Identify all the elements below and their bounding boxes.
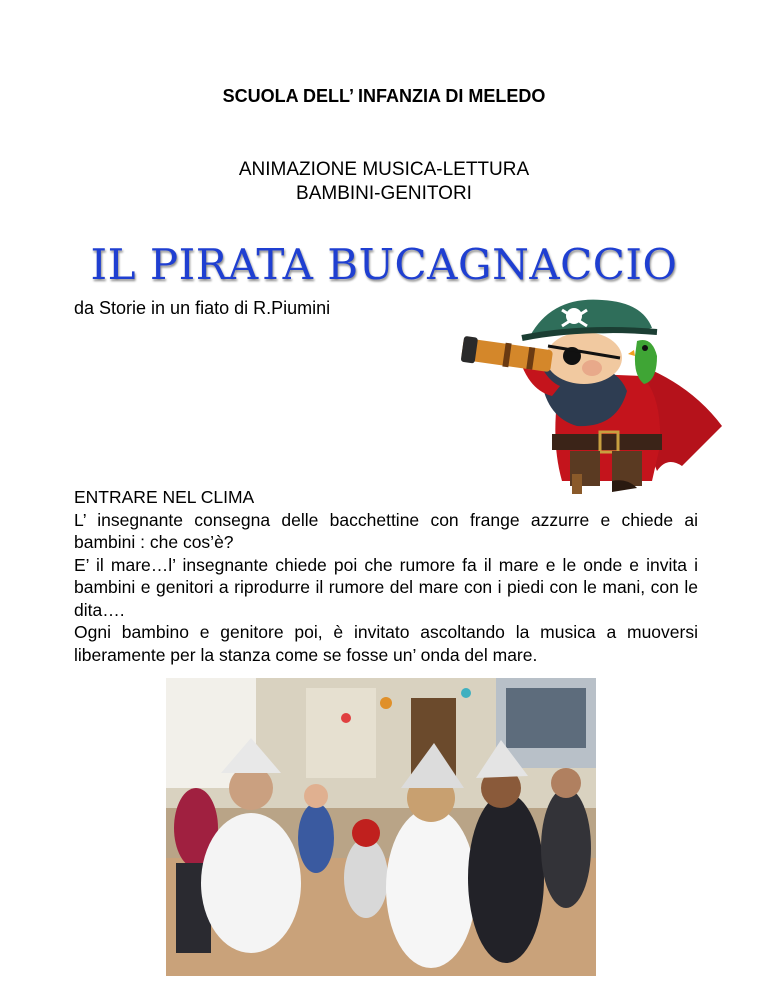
story-credit: da Storie in un fiato di R.Piumini (74, 298, 331, 318)
section-heading: ENTRARE NEL CLIMA (74, 487, 255, 507)
school-name: SCUOLA DELL’ INFANZIA DI MELEDO (222, 86, 546, 106)
pirate-illustration (452, 296, 732, 496)
paragraph-3: Ogni bambino e genitore poi, è invitato ascoltando la musica a muoversi liberamente per la stanza come se fosse un’ onda del mare. (74, 622, 698, 665)
classroom-photo (166, 678, 596, 976)
story-title: IL PIRATA BUCAGNACCIO (90, 240, 678, 289)
body-text (74, 486, 698, 666)
paragraph-1: L’ insegnante consegna delle bacchettine con frange azzurre e chiede ai bambini : che cos’è? (74, 509, 698, 552)
subtitle (0, 158, 768, 206)
subtitle-line-1: ANIMAZIONE MUSICA-LETTURA (238, 159, 530, 180)
paragraph-2: E’ il mare…l’ insegnante chiede poi che rumore fa il mare e le onde e invita i bambini e genitori a riprodurre il rumore del mare con i piedi con le mani, con le dita…. (74, 554, 698, 620)
subtitle-line-2: BAMBINI-GENITORI (296, 183, 472, 204)
